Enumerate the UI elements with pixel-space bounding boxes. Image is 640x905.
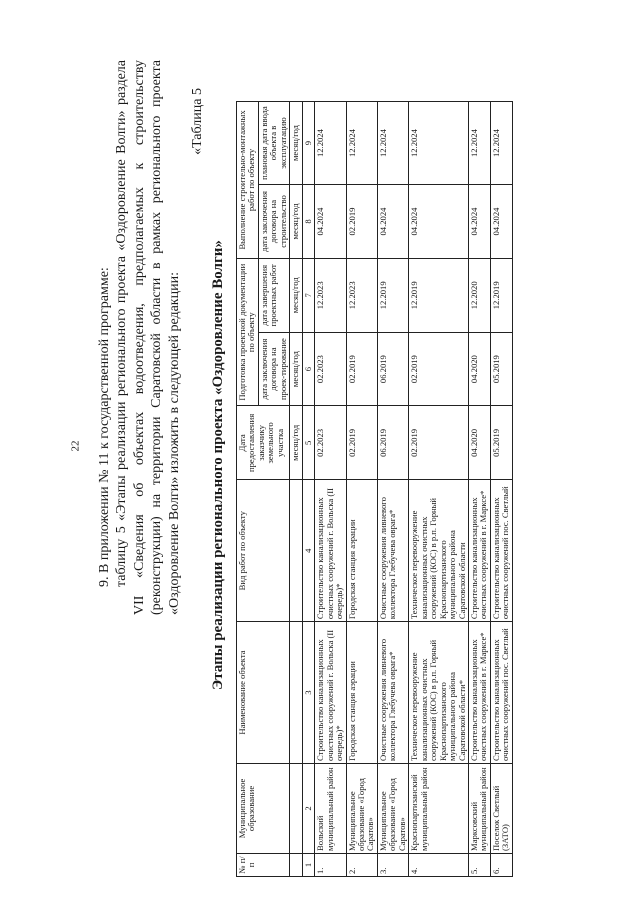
- row-commissioning: 12.2024: [490, 102, 512, 185]
- header-construction-contract: дата заключения договора на строительство: [258, 185, 289, 259]
- row-municipality: Муниципальное образование «Город Саратов»: [346, 763, 377, 853]
- row-commissioning: 12.2024: [377, 102, 408, 185]
- row-design-contract: 06.2019: [377, 332, 408, 406]
- row-land-date: 02.2023: [315, 406, 346, 480]
- intro-text: [96, 60, 183, 615]
- row-land-date: 02.2019: [409, 406, 469, 480]
- header-unit-empty-3: [290, 622, 302, 764]
- col-number: 1: [302, 853, 314, 876]
- row-object: Строительство канализационных очистных сооружений в г. Марксе*: [468, 622, 490, 764]
- row-object: Строительство канализационных очистных сооружений пос. Светлый: [490, 622, 512, 764]
- row-object: Техническое перевооружение канализационных очистных сооружений (КОС) в р.п. Горный Краснопартизанского муниципального района Саратовской области*: [409, 622, 469, 764]
- row-commissioning: 12.2024: [346, 102, 377, 185]
- row-design-finish: 12.2023: [346, 258, 377, 332]
- header-design-finish: дата завершения проектных работ: [258, 258, 289, 332]
- table-row: [490, 102, 512, 877]
- row-design-contract: 02.2023: [315, 332, 346, 406]
- row-design-finish: 12.2019: [377, 258, 408, 332]
- row-object: Городская станция аэрации: [346, 622, 377, 764]
- page-number: 22: [69, 440, 82, 452]
- header-unit: месяц/год: [290, 185, 302, 259]
- amendment-heading: 9. В приложении № 11 к государственной программе:: [97, 267, 112, 587]
- row-object: Строительство канализационных очистных сооружений г. Вольска (II очередь)*: [315, 622, 346, 764]
- table-row: [315, 102, 346, 877]
- table-title: Этапы реализации регионального проекта «Оздоровление Волги»: [210, 240, 226, 690]
- header-unit-empty-1: [290, 853, 302, 876]
- row-commissioning: 12.2024: [409, 102, 469, 185]
- header-land-date: Дата предоставления заказчику земельного участка: [237, 406, 290, 480]
- row-municipality: Краснопартизанский муниципальный район: [409, 763, 469, 853]
- col-number: 4: [302, 480, 314, 622]
- col-number: 7: [302, 258, 314, 332]
- header-unit-empty-4: [290, 480, 302, 622]
- table-row: [377, 102, 408, 877]
- row-design-finish: 12.2019: [409, 258, 469, 332]
- table-row: [468, 102, 490, 877]
- row-num: 3.: [377, 853, 408, 876]
- row-num: 4.: [409, 853, 469, 876]
- row-design-finish: 12.2020: [468, 258, 490, 332]
- row-num: 1.: [315, 853, 346, 876]
- row-num: 5.: [468, 853, 490, 876]
- col-number: 6: [302, 332, 314, 406]
- row-work-type: Строительство канализационных очистных сооружений в г. Марксе*: [468, 480, 490, 622]
- header-unit: месяц/год: [290, 332, 302, 406]
- header-commissioning: плановая дата ввода объекта в эксплуатацию: [258, 102, 289, 185]
- table-label: «Таблица 5: [190, 88, 205, 155]
- row-design-contract: 05.2019: [490, 332, 512, 406]
- amendment-text: таблицу 5 «Этапы реализации регионального проекта «Оздоровление Волги» раздела VII «Сведения об объектах водоотведения, предполагаемых к строительству (реконструкции) на территории Саратовской области в рамках регионального проекта «Оздоровление Волги» изложить в следующей редакции:: [114, 60, 182, 615]
- row-municipality: Марксовский муниципальный район: [468, 763, 490, 853]
- row-land-date: 06.2019: [377, 406, 408, 480]
- header-object: Наименование объекта: [237, 622, 290, 764]
- header-unit-empty-2: [290, 763, 302, 853]
- row-num: 2.: [346, 853, 377, 876]
- row-design-contract: 04.2020: [468, 332, 490, 406]
- row-design-contract: 02.2019: [346, 332, 377, 406]
- row-design-finish: 12.2019: [490, 258, 512, 332]
- row-work-type: Городская станция аэрации: [346, 480, 377, 622]
- row-work-type: Техническое перевооружение канализационных очистных сооружений (КОС) в р.п. Горный Краснопартизанского муниципального района Саратовской области: [409, 480, 469, 622]
- header-design-group: Подготовка проектной документации по объекту: [237, 258, 259, 406]
- row-design-finish: 12.2023: [315, 258, 346, 332]
- header-construction-group: Выполнение строительно-монтажных работ по объекту: [237, 102, 259, 259]
- row-work-type: Строительство канализационных очистных сооружений пос. Светлый: [490, 480, 512, 622]
- row-commissioning: 12.2024: [468, 102, 490, 185]
- header-unit: месяц/год: [290, 258, 302, 332]
- header-unit: месяц/год: [290, 102, 302, 185]
- col-number: 9: [302, 102, 314, 185]
- table-row: [346, 102, 377, 877]
- row-commissioning: 12.2024: [315, 102, 346, 185]
- row-construction-contract: 04.2024: [409, 185, 469, 259]
- row-municipality: Муниципальное образование «Город Саратов»: [377, 763, 408, 853]
- row-work-type: Строительство канализационных очистных сооружений г. Вольска (II очередь)*: [315, 480, 346, 622]
- row-work-type: Очистные сооружения ливневого коллектора Глебучева оврага*: [377, 480, 408, 622]
- table-row: [409, 102, 469, 877]
- row-municipality: Поселок Светлый (ЗАТО): [490, 763, 512, 853]
- row-municipality: Вольский муниципальный район: [315, 763, 346, 853]
- stages-table: [236, 101, 513, 877]
- row-land-date: 02.2019: [346, 406, 377, 480]
- col-number: 2: [302, 763, 314, 853]
- row-construction-contract: 04.2024: [490, 185, 512, 259]
- col-number: 8: [302, 185, 314, 259]
- row-land-date: 04.2020: [468, 406, 490, 480]
- header-work-type: Вид работ по объекту: [237, 480, 290, 622]
- header-unit: месяц/год: [290, 406, 302, 480]
- row-num: 6.: [490, 853, 512, 876]
- col-number: 3: [302, 622, 314, 764]
- row-design-contract: 02.2019: [409, 332, 469, 406]
- row-construction-contract: 02.2019: [346, 185, 377, 259]
- row-land-date: 05.2019: [490, 406, 512, 480]
- header-num: № п/п: [237, 853, 290, 876]
- row-construction-contract: 04.2024: [377, 185, 408, 259]
- header-design-contract: дата заключения договора на проек-тирование: [258, 332, 289, 406]
- row-construction-contract: 04.2024: [468, 185, 490, 259]
- row-object: Очистные сооружения ливневого коллектора Глебучева оврага*: [377, 622, 408, 764]
- col-number: 5: [302, 406, 314, 480]
- header-municipality: Муниципальное образование: [237, 763, 290, 853]
- row-construction-contract: 04.2024: [315, 185, 346, 259]
